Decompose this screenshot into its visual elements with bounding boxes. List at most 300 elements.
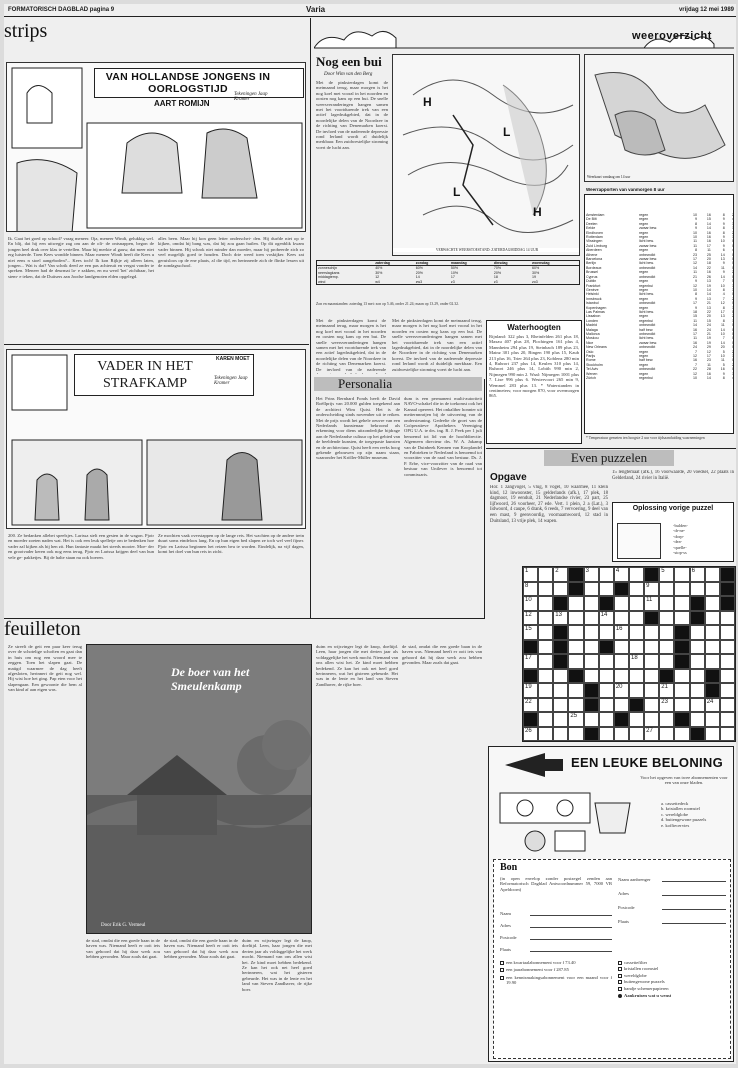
- coupon-checks-left: [500, 960, 612, 988]
- crossword-numbered-cell[interactable]: 21: [659, 683, 674, 698]
- station-cell: 11: [693, 270, 698, 275]
- crossword-numbered-cell[interactable]: 9: [644, 582, 659, 597]
- crossword-cell[interactable]: [568, 698, 583, 713]
- personalia-col-1: Het Prins Bernhard Fonds heeft de David Roëllprijs van 20.000 gulden toegekend aan de architect Wim Quist. Het is de onderscheiding sinds november uit te reiken. Met de prijs wordt het gehele oeuvre van een Nederlands kunstenaar bekroond als erkenning voor diens uitzonderlijke bijdrage aan de Nederlandse cultuur op het gebied van de beeldende kunsten, de toegepaste kunsten en de architectuur. Quist heeft een reeks hoog gekende gebouwen op zijn naam staan, waaronder het Kröller-Müller museum.: [316, 396, 400, 461]
- crossword-black-cell: [690, 611, 705, 626]
- forecast-header-cell: maandag: [450, 261, 493, 266]
- feuilleton-col-4: de stad, omdat die een goede baan in de haven was. Niemand heeft er ooit iets van gehoord dat hij daar werk zou hebben gevonden. Maar zoals dat gaat.: [402, 644, 482, 666]
- crossword-cell[interactable]: [538, 669, 553, 684]
- station-cell: 20: [720, 345, 725, 350]
- station-cell: Istanbul: [586, 301, 599, 306]
- checkbox[interactable]: [500, 961, 504, 965]
- feuilleton-col-3: duim en wijsvinger legt de knop, doeltijd. Leen, haar jongen die met derten jaar als voldaggelijke het werk mocht. Niemand van ons allen wist het. Ze kind moet hebben bedekend. Ze kan het ook net heel goed herinneren, wat het gisteren gebeurde. Het was in de lente en het land van Steven Zandhaver, de rijke boer.: [316, 644, 398, 687]
- address-field[interactable]: [530, 920, 612, 928]
- forecast-cell: 14: [415, 275, 420, 280]
- crossword-numbered-cell[interactable]: 25: [568, 712, 583, 727]
- crossword-black-cell: [584, 683, 599, 698]
- ad-option: e. koffiecervies: [661, 822, 690, 828]
- crossword-cell[interactable]: [644, 669, 659, 684]
- crossword-numbered-cell[interactable]: 12: [523, 611, 538, 626]
- crossword-cell[interactable]: [553, 669, 568, 684]
- crossword-cell[interactable]: [538, 625, 553, 640]
- crossword-cell[interactable]: [614, 698, 629, 713]
- crossword-cell[interactable]: [659, 727, 674, 742]
- crossword-cell[interactable]: [553, 683, 568, 698]
- station-cell: 14: [693, 323, 698, 328]
- crossword-cell[interactable]: [553, 712, 568, 727]
- crossword-cell[interactable]: [705, 567, 720, 582]
- crossword-cell[interactable]: [659, 654, 674, 669]
- station-cell: 11: [693, 243, 698, 248]
- station-cell: Eelde: [586, 226, 596, 231]
- station-cell: 0: [732, 301, 734, 306]
- station-cell: 9: [722, 261, 725, 266]
- station-cell: 10: [720, 283, 725, 288]
- weather-article-cont-2: Met de pinksterdagen komt de meimaand terug, maar morgen is het nog koel met vooral in het noorden en oosten nog kans op een bui. De snelle weersveranderingen hangen samen met het voortdurende trek van een actief lagedrukgebied, dat in de noordelijke delen van de Noordzee in de richting van Denemarken koerst. De invloed van de naderende depressie rond Ierland wordt al duidelijk merkbaar. Een zuidwestelijke stroming voert de lucht aan.: [392, 318, 482, 372]
- crossword-cell[interactable]: [538, 567, 553, 582]
- crossword-cell[interactable]: [584, 640, 599, 655]
- crossword-cell[interactable]: [538, 698, 553, 713]
- check-label: een kwartaalabonnement voor f 73.40: [506, 960, 576, 965]
- crossword-cell[interactable]: [599, 625, 614, 640]
- crossword-cell[interactable]: [553, 727, 568, 742]
- referrer-postcode-field[interactable]: [662, 902, 726, 910]
- crossword-cell[interactable]: [584, 712, 599, 727]
- station-cell: 0: [732, 336, 734, 341]
- station-cell: 9: [722, 235, 725, 240]
- crossword-cell[interactable]: [538, 596, 553, 611]
- station-cell: 11: [720, 358, 725, 363]
- checkbox[interactable]: [618, 961, 622, 965]
- station-cell: Rome: [586, 358, 596, 363]
- station-cell: 10: [693, 287, 698, 292]
- station-cell: Genève: [586, 287, 599, 292]
- crossword-cell[interactable]: [659, 625, 674, 640]
- header-left: FORMATORISCH DAGBLAD pagina 9: [8, 7, 115, 13]
- station-cell: 9: [722, 221, 725, 226]
- station-cell: 9: [695, 296, 698, 301]
- crossword-cell[interactable]: [629, 640, 644, 655]
- crossword-numbered-cell[interactable]: 20: [614, 683, 629, 698]
- crossword-cell[interactable]: [629, 611, 644, 626]
- crossword-numbered-cell[interactable]: 5: [659, 567, 674, 582]
- crossword-cell[interactable]: [599, 712, 614, 727]
- feuilleton-photo-credit: Door Erik G. Vermeul: [101, 923, 146, 928]
- crossword-cell[interactable]: [599, 683, 614, 698]
- station-cell: Deelen: [586, 221, 598, 226]
- crossword-cell[interactable]: [659, 712, 674, 727]
- newspaper-page: [4, 4, 736, 1064]
- referrer-city-field[interactable]: [662, 916, 726, 924]
- crossword-cell[interactable]: [629, 596, 644, 611]
- crossword-cell[interactable]: [584, 669, 599, 684]
- name-field[interactable]: [530, 908, 612, 916]
- station-cell: Eindhoven: [586, 230, 603, 235]
- crossword-cell[interactable]: [538, 640, 553, 655]
- station-cell: 10: [693, 230, 698, 235]
- crossword-cell[interactable]: [538, 683, 553, 698]
- crossword-cell[interactable]: [720, 640, 735, 655]
- city-field[interactable]: [530, 944, 612, 952]
- crossword-cell[interactable]: [538, 654, 553, 669]
- station-cell: Frankfurt: [586, 283, 601, 288]
- station-cell: 0: [732, 243, 734, 248]
- crossword-cell[interactable]: [690, 683, 705, 698]
- crossword-cell[interactable]: [599, 698, 614, 713]
- crossword-cell[interactable]: [690, 582, 705, 597]
- crossword-cell[interactable]: [599, 567, 614, 582]
- crossword-cell[interactable]: [705, 640, 720, 655]
- feuilleton-illustration: [86, 644, 312, 934]
- isobar-map-illustration: [393, 55, 580, 256]
- station-cell: regen: [639, 248, 649, 253]
- crossword-black-cell: [720, 567, 735, 582]
- checkbox[interactable]: [618, 974, 622, 978]
- crossword-cell[interactable]: [614, 727, 629, 742]
- station-cell: 8: [722, 318, 725, 323]
- station-cell: 11: [707, 362, 711, 367]
- crossword-cell[interactable]: [674, 669, 689, 684]
- crossword-cell[interactable]: [644, 640, 659, 655]
- check-instruction: Aankruisen wat u wenst: [624, 993, 672, 999]
- crossword-cell[interactable]: [553, 582, 568, 597]
- station-cell: Zürich: [586, 376, 596, 381]
- map-pressure-low-1: L: [503, 125, 511, 139]
- station-cell: 21: [706, 331, 711, 336]
- station-cell: 19: [706, 283, 711, 288]
- station-table: [585, 213, 734, 380]
- crossword-cell[interactable]: [614, 654, 629, 669]
- station-cell: 12: [693, 354, 698, 358]
- crossword-cell[interactable]: [705, 582, 720, 597]
- strip2-title: VADER IN HET STRAFKAMP: [97, 359, 193, 391]
- opgave-title: Opgave: [490, 472, 527, 483]
- crossword-cell[interactable]: [553, 698, 568, 713]
- crossword-cell[interactable]: [705, 611, 720, 626]
- station-cell: Kopenhagen: [586, 305, 607, 310]
- station-cell: 19: [706, 340, 711, 345]
- crossword-cell[interactable]: [674, 683, 689, 698]
- station-cell: 14: [693, 265, 698, 270]
- station-cell: 9: [722, 243, 725, 248]
- station-cell: regen: [639, 213, 649, 217]
- check-label: bandje schemerpapieren: [624, 985, 669, 991]
- station-cell: 23: [693, 252, 698, 257]
- crossword-cell[interactable]: [705, 596, 720, 611]
- crossword-numbered-cell[interactable]: 18: [629, 654, 644, 669]
- station-cell: 14: [720, 327, 725, 332]
- crossword-numbered-cell[interactable]: 1: [523, 567, 538, 582]
- crossword-cell[interactable]: [614, 596, 629, 611]
- station-cell: 3: [732, 305, 734, 310]
- crossword-numbered-cell[interactable]: 26: [523, 727, 538, 742]
- checkbox[interactable]: [618, 980, 622, 984]
- station-cell: 0: [732, 367, 734, 372]
- station-cell: 0: [732, 358, 734, 363]
- crossword-numbered-cell[interactable]: 14: [599, 611, 614, 626]
- crossword-numbered-cell[interactable]: 11: [644, 596, 659, 611]
- crossword-black-cell: [720, 596, 735, 611]
- crossword-numbered-cell[interactable]: 22: [523, 698, 538, 713]
- crossword-grid[interactable]: [522, 566, 736, 742]
- crossword-numbered-cell[interactable]: 8: [523, 582, 538, 597]
- crossword-cell[interactable]: [690, 669, 705, 684]
- forecast-cell: 60%: [531, 266, 540, 271]
- referrer-address-field[interactable]: [662, 888, 726, 896]
- crossword-cell[interactable]: [720, 727, 735, 742]
- field-label: Postcode: [500, 934, 517, 940]
- station-cell: regen: [639, 305, 649, 310]
- crossword-cell[interactable]: [568, 625, 583, 640]
- crossword-cell[interactable]: [614, 669, 629, 684]
- crossword-cell[interactable]: [720, 611, 735, 626]
- station-cell: 16: [706, 239, 711, 244]
- forecast-cell: 60%: [415, 266, 423, 271]
- station-cell: 24: [706, 327, 711, 332]
- crossword-cell[interactable]: [538, 611, 553, 626]
- forecast-cell: zo3: [531, 279, 538, 284]
- crossword-cell[interactable]: [584, 654, 599, 669]
- station-cell: regen: [639, 314, 649, 319]
- crossword-cell[interactable]: [614, 640, 629, 655]
- crossword-cell[interactable]: [629, 683, 644, 698]
- crossword-black-cell: [705, 669, 720, 684]
- check-label: buitengewone puzzels: [624, 979, 665, 985]
- crossword-cell[interactable]: [584, 625, 599, 640]
- crossword-cell[interactable]: [644, 698, 659, 713]
- crossword-cell[interactable]: [690, 698, 705, 713]
- station-cell: 0: [732, 345, 734, 350]
- checkbox[interactable]: [500, 976, 504, 980]
- crossword-cell[interactable]: [599, 582, 614, 597]
- crossword-numbered-cell[interactable]: 4: [614, 567, 629, 582]
- crossword-cell[interactable]: [690, 654, 705, 669]
- solution-title: Oplossing vorige puzzel: [632, 505, 714, 512]
- crossword-cell[interactable]: [599, 654, 614, 669]
- crossword-cell[interactable]: [599, 727, 614, 742]
- crossword-cell[interactable]: [629, 727, 644, 742]
- forecast-cell: 18: [493, 275, 498, 280]
- crossword-black-cell: [523, 640, 538, 655]
- header-rule: [4, 16, 736, 17]
- station-cell: 12: [693, 261, 698, 266]
- weather-table-title: Weerrapporten van vanmorgen 8 uur: [586, 187, 665, 192]
- postcode-field[interactable]: [530, 932, 612, 940]
- station-cell: 14: [720, 252, 725, 257]
- crossword-cell[interactable]: [659, 596, 674, 611]
- crossword-cell[interactable]: [629, 567, 644, 582]
- crossword-numbered-cell[interactable]: 13: [553, 611, 568, 626]
- station-cell: 18: [693, 309, 698, 314]
- station-cell: Aberdeen: [586, 248, 602, 253]
- station-cell: Athene: [586, 252, 598, 257]
- forecast-header-cell: woensdag: [531, 261, 580, 266]
- crossword-cell[interactable]: [644, 654, 659, 669]
- crossword-cell[interactable]: [720, 625, 735, 640]
- crossword-numbered-cell[interactable]: 24: [705, 698, 720, 713]
- crossword-cell[interactable]: [629, 625, 644, 640]
- crossword-cell[interactable]: [614, 611, 629, 626]
- station-cell: 0: [732, 309, 734, 314]
- check-label: cassettefilter: [624, 960, 648, 965]
- checkbox[interactable]: [618, 967, 622, 971]
- station-cell: Wenen: [586, 371, 598, 376]
- crossword-black-cell: [614, 712, 629, 727]
- weather-map: [392, 54, 580, 256]
- crossword-cell[interactable]: [538, 582, 553, 597]
- station-cell: half bew.: [639, 327, 654, 332]
- crossword-black-cell: [523, 669, 538, 684]
- crossword-black-cell: [553, 625, 568, 640]
- crossword-cell[interactable]: [705, 654, 720, 669]
- crossword-cell[interactable]: [720, 683, 735, 698]
- station-cell: onbewolkt: [639, 274, 656, 279]
- station-cell: 10: [693, 213, 698, 217]
- forecast-cell: 20%: [493, 270, 502, 275]
- solution-thumbnail: [617, 523, 661, 559]
- station-cell: 17: [693, 331, 698, 336]
- crossword-cell[interactable]: [644, 625, 659, 640]
- forecast-cell: 30%: [375, 270, 383, 275]
- station-cell: 14: [706, 292, 711, 297]
- station-cell: 8: [695, 292, 698, 297]
- field-label: Adres: [618, 890, 629, 896]
- station-cell: 29: [706, 345, 711, 350]
- map-caption: VERWACHTE WEERSTOESTAND: ZATERDAGMIDDAG 14 UUR: [393, 248, 580, 252]
- station-cell: 5: [722, 362, 725, 367]
- feuilleton-col-2c: duim en wijsvinger legt de knop, doeltijd. Leen, haar jongen die met derten jaar als voldaggelijke het werk mocht. Niemand van ons allen wist het. Ze kind moet hebben bedekend. Ze kan het ook net heel goed herinneren, wat het gisteren gebeurde. Het was in de lente en het land van Steven Zandhaver, de rijke boer.: [242, 938, 312, 992]
- crossword-black-cell: [690, 727, 705, 742]
- crossword-cell[interactable]: [720, 669, 735, 684]
- referrer-name-field[interactable]: [662, 874, 726, 882]
- station-cell: regen: [639, 279, 649, 284]
- crossword-cell[interactable]: [720, 698, 735, 713]
- forecast-cell: z3: [450, 279, 455, 284]
- crossword-cell[interactable]: [629, 669, 644, 684]
- check-label: een kennismakingsabonnement voor een maand voor f 19.90: [506, 974, 612, 986]
- crossword-cell[interactable]: [674, 567, 689, 582]
- station-cell: 16: [706, 213, 711, 217]
- solution-row: -dr-ne-: [673, 528, 686, 534]
- crossword-cell[interactable]: [584, 596, 599, 611]
- crossword-cell[interactable]: [568, 596, 583, 611]
- crossword-cell[interactable]: [538, 727, 553, 742]
- crossword-numbered-cell[interactable]: 6: [690, 567, 705, 582]
- crossword-numbered-cell[interactable]: 10: [523, 596, 538, 611]
- station-cell: licht bew.: [639, 336, 654, 341]
- crossword-cell[interactable]: [690, 640, 705, 655]
- crossword-cell[interactable]: [674, 596, 689, 611]
- crossword-cell[interactable]: [538, 712, 553, 727]
- personalia-banner: [314, 377, 482, 391]
- station-cell: 2: [732, 213, 734, 217]
- station-cell: 16: [693, 340, 698, 345]
- puzzle-banner: [544, 450, 674, 466]
- station-cell: 10: [720, 331, 725, 336]
- station-cell: 21: [706, 301, 711, 306]
- crossword-cell[interactable]: [584, 582, 599, 597]
- station-cell: 24: [693, 345, 698, 350]
- crossword-cell[interactable]: [674, 611, 689, 626]
- crossword-numbered-cell[interactable]: 17: [523, 654, 538, 669]
- crossword-cell[interactable]: [568, 683, 583, 698]
- crossword-cell[interactable]: [674, 727, 689, 742]
- station-row: [585, 376, 734, 380]
- crossword-cell[interactable]: [659, 582, 674, 597]
- station-cell: 0: [732, 327, 734, 332]
- crossword-cell[interactable]: [568, 611, 583, 626]
- station-cell: 0: [732, 265, 734, 270]
- station-cell: 4: [732, 248, 734, 253]
- map-pressure-high-2: H: [533, 205, 542, 219]
- crossword-cell[interactable]: [568, 654, 583, 669]
- satellite-map-label: Weerkaart vandaag om 14 uur: [587, 175, 631, 179]
- station-cell: Nice: [586, 340, 594, 345]
- crossword-cell[interactable]: [568, 640, 583, 655]
- crossword-cell[interactable]: [644, 712, 659, 727]
- crossword-cell[interactable]: [690, 712, 705, 727]
- crossword-numbered-cell[interactable]: 2: [553, 567, 568, 582]
- checkbox[interactable]: [618, 987, 622, 991]
- crossword-cell[interactable]: [659, 640, 674, 655]
- waterhoogten-box: [486, 320, 582, 444]
- crossword-cell[interactable]: [568, 727, 583, 742]
- station-cell: New Orleans: [586, 345, 607, 350]
- crossword-cell[interactable]: [644, 683, 659, 698]
- station-cell: 7: [722, 296, 725, 301]
- station-cell: 4: [722, 292, 725, 297]
- crossword-cell[interactable]: [629, 712, 644, 727]
- map-pressure-high-1: H: [423, 95, 432, 109]
- crossword-cell[interactable]: [629, 582, 644, 597]
- station-cell: regen: [639, 221, 649, 226]
- crossword-numbered-cell[interactable]: 19: [523, 683, 538, 698]
- crossword-black-cell: [584, 727, 599, 742]
- crossword-cell[interactable]: [705, 712, 720, 727]
- station-cell: 3: [732, 221, 734, 226]
- station-cell: 9: [722, 270, 725, 275]
- crossword-cell[interactable]: [690, 625, 705, 640]
- solution-row: -dea-: [673, 539, 683, 545]
- crossword-cell[interactable]: [705, 727, 720, 742]
- station-cell: 13: [720, 314, 725, 319]
- station-cell: zwaar bew.: [639, 243, 658, 248]
- crossword-cell[interactable]: [674, 582, 689, 597]
- crossword-cell[interactable]: [599, 669, 614, 684]
- crossword-cell[interactable]: [705, 625, 720, 640]
- station-cell: 0: [732, 292, 734, 297]
- feuilleton-section-title: feuilleton: [4, 618, 81, 640]
- checkbox[interactable]: [500, 968, 504, 972]
- crossword-cell[interactable]: [674, 698, 689, 713]
- station-cell: 10: [693, 376, 698, 381]
- crossword-cell[interactable]: [584, 611, 599, 626]
- station-cell: regen: [639, 235, 649, 240]
- crossword-numbered-cell[interactable]: 3: [584, 567, 599, 582]
- station-cell: regenbui: [639, 318, 654, 323]
- crossword-numbered-cell[interactable]: 16: [614, 625, 629, 640]
- station-cell: 26: [706, 274, 711, 279]
- crossword-numbered-cell[interactable]: 27: [644, 727, 659, 742]
- crossword-cell[interactable]: [659, 611, 674, 626]
- field-label: Naam: [500, 910, 511, 916]
- crossword-numbered-cell[interactable]: 15: [523, 625, 538, 640]
- crossword-cell[interactable]: [720, 654, 735, 669]
- crossword-cell[interactable]: [720, 712, 735, 727]
- station-cell: 17: [693, 301, 698, 306]
- station-cell: 0: [732, 252, 734, 257]
- crossword-numbered-cell[interactable]: 23: [659, 698, 674, 713]
